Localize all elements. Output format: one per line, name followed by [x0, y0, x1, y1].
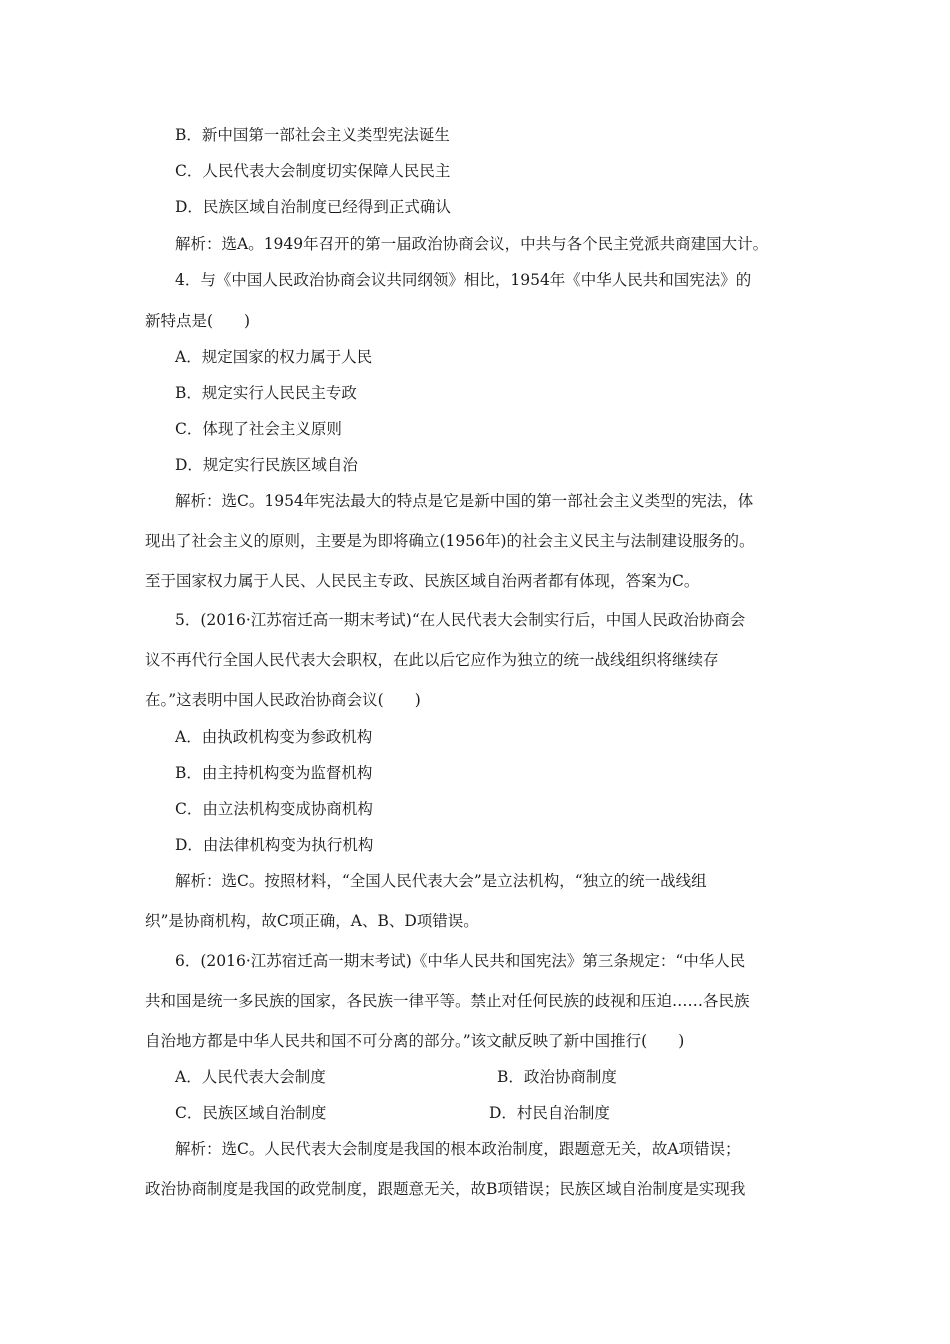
- q4-analysis-line1: 解析：选C。1954年宪法最大的特点是它是新中国的第一部社会主义类型的宪法，体: [175, 492, 754, 510]
- q5-analysis-line1: 解析：选C。按照材料，“全国人民代表大会”是立法机构，“独立的统一战线组: [175, 872, 707, 890]
- q6-option-b: B．政治协商制度: [497, 1068, 617, 1086]
- q5-stem-line3: 在。”这表明中国人民政治协商会议( ): [145, 691, 421, 709]
- q6-stem-line2: 共和国是统一多民族的国家，各民族一律平等。禁止对任何民族的歧视和压迫……各民族: [145, 992, 750, 1010]
- q5-stem-line2: 议不再代行全国人民代表大会职权，在此以后它应作为独立的统一战线组织将继续存: [145, 651, 719, 669]
- q6-stem-line1: 6．(2016·江苏宿迁高一期末考试)《中华人民共和国宪法》第三条规定：“中华人民: [175, 952, 746, 970]
- q6-option-c: C．民族区域自治制度: [175, 1104, 327, 1122]
- q3-analysis: 解析：选A。1949年召开的第一届政治协商会议，中共与各个民主党派共商建国大计。: [175, 235, 769, 253]
- q5-option-c: C．由立法机构变成协商机构: [175, 800, 373, 818]
- q4-stem-line2: 新特点是( ): [145, 312, 251, 330]
- q5-option-a: A．由执政机构变为参政机构: [175, 728, 373, 746]
- q6-stem-line3: 自治地方都是中华人民共和国不可分离的部分。”该文献反映了新中国推行( ): [145, 1032, 685, 1050]
- q6-analysis-line2: 政治协商制度是我国的政党制度，跟题意无关，故B项错误；民族区域自治制度是实现我: [145, 1180, 746, 1198]
- q3-option-c: C．人民代表大会制度切实保障人民民主: [175, 162, 451, 180]
- q6-option-a: A．人民代表大会制度: [175, 1068, 326, 1086]
- q5-stem-line1: 5．(2016·江苏宿迁高一期末考试)“在人民代表大会制实行后，中国人民政治协商会: [175, 611, 746, 629]
- q4-analysis-line2: 现出了社会主义的原则，主要是为即将确立(1956年)的社会主义民主与法制建设服务的。: [145, 532, 755, 550]
- q6-option-d: D．村民自治制度: [489, 1104, 610, 1122]
- q3-option-b: B．新中国第一部社会主义类型宪法诞生: [175, 126, 450, 144]
- q4-option-d: D．规定实行民族区域自治: [175, 456, 358, 474]
- q5-option-d: D．由法律机构变为执行机构: [175, 836, 374, 854]
- q3-option-d: D．民族区域自治制度已经得到正式确认: [175, 198, 451, 216]
- q5-option-b: B．由主持机构变为监督机构: [175, 764, 373, 782]
- q4-stem-line1: 4．与《中国人民政治协商会议共同纲领》相比，1954年《中华人民共和国宪法》的: [175, 271, 752, 289]
- q4-option-b: B．规定实行人民民主专政: [175, 384, 357, 402]
- q6-analysis-line1: 解析：选C。人民代表大会制度是我国的根本政治制度，跟题意无关，故A项错误；: [175, 1140, 741, 1158]
- q4-analysis-line3: 至于国家权力属于人民、人民民主专政、民族区域自治两者都有体现，答案为C。: [145, 572, 700, 590]
- q5-analysis-line2: 织”是协商机构，故C项正确，A、B、D项错误。: [145, 912, 479, 930]
- q4-option-a: A．规定国家的权力属于人民: [175, 348, 373, 366]
- q4-option-c: C．体现了社会主义原则: [175, 420, 342, 438]
